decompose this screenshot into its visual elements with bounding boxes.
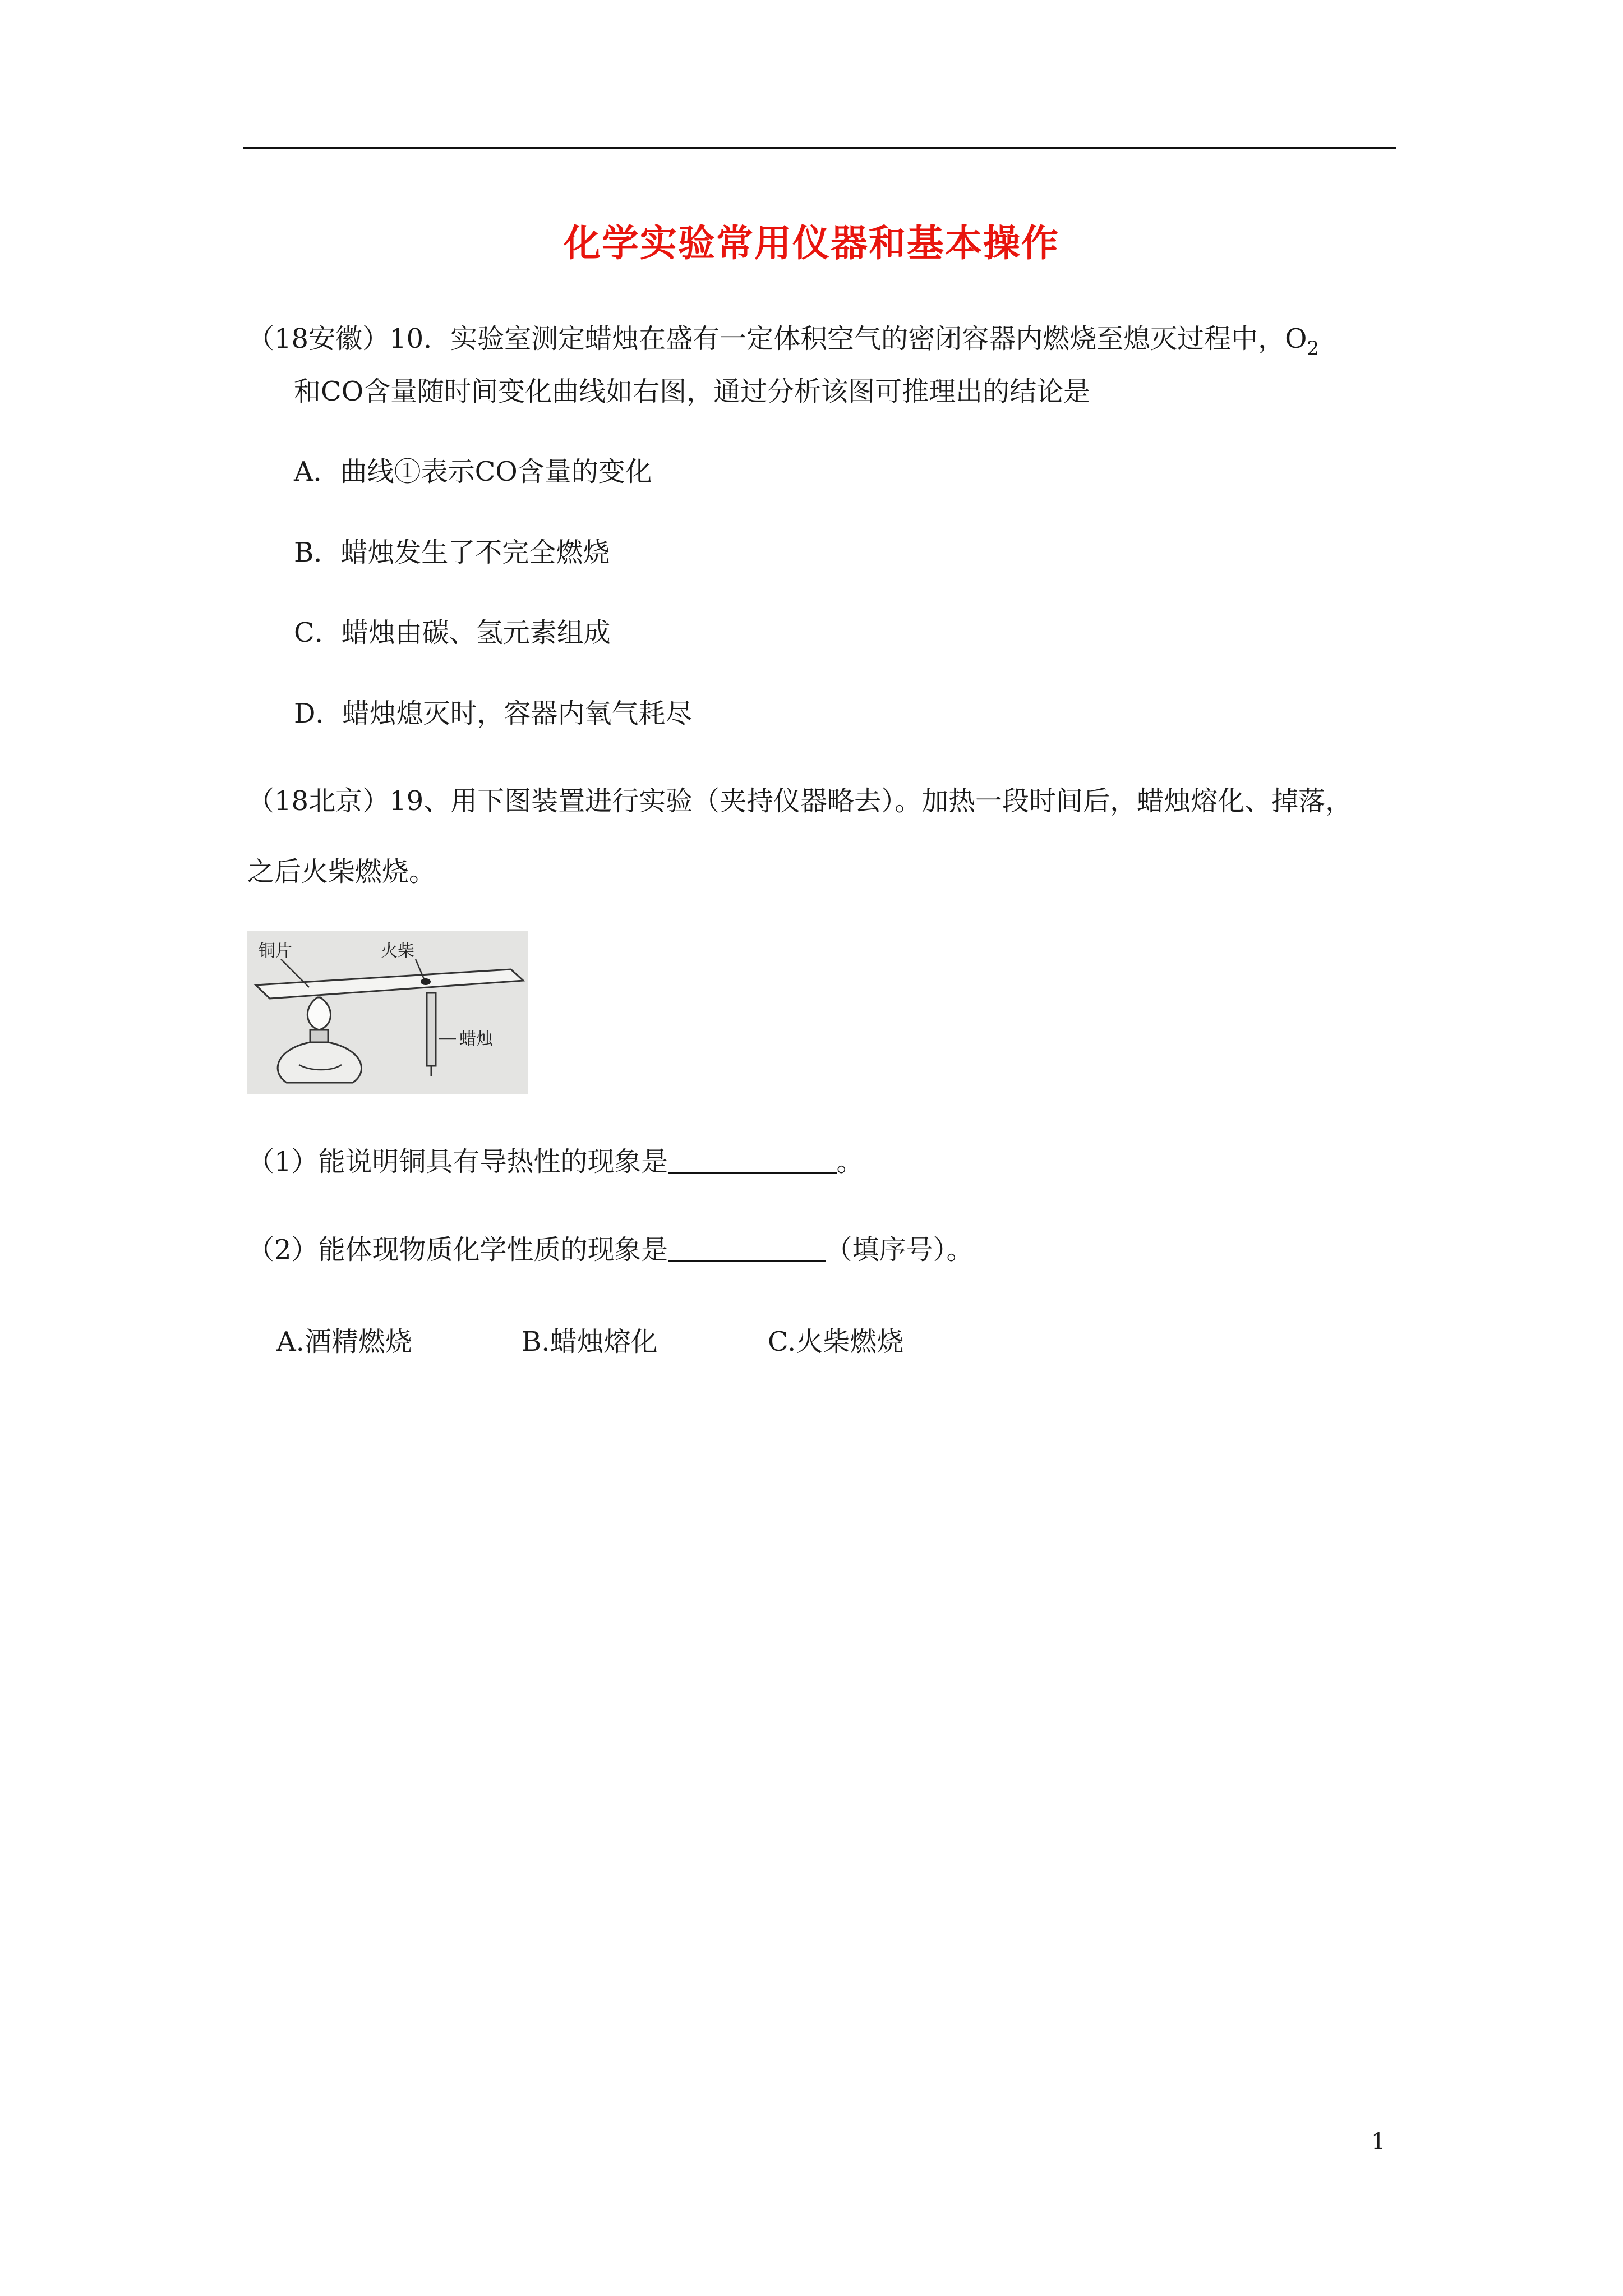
o2-subscript: 2 bbox=[1307, 337, 1320, 360]
lamp-neck bbox=[310, 1030, 328, 1042]
match-label: 火柴 bbox=[381, 941, 414, 961]
alcohol-lamp-body bbox=[278, 1042, 361, 1083]
header-rule bbox=[243, 147, 1396, 149]
answer-blank-1[interactable] bbox=[668, 1145, 837, 1174]
choice-b: B.蜡烛熔化 bbox=[522, 1326, 658, 1358]
question-1-option-b: B．蜡烛发生了不完全燃烧 bbox=[294, 537, 610, 568]
question-2-sub-2-text: （2）能体现物质化学性质的现象是 bbox=[247, 1234, 668, 1266]
candle bbox=[427, 993, 436, 1066]
question-2-sub-1-text: （1）能说明铜具有导热性的现象是 bbox=[247, 1146, 668, 1177]
answer-blank-2[interactable] bbox=[668, 1233, 826, 1262]
question-2-sub-1 bbox=[247, 1145, 864, 1179]
choice-c: C.火柴燃烧 bbox=[768, 1326, 904, 1358]
question-1-stem-line-1 bbox=[247, 322, 1319, 365]
question-2-sub-2-end: （填序号）。 bbox=[825, 1234, 974, 1266]
page-title: 化学实验常用仪器和基本操作 bbox=[564, 222, 1059, 265]
question-2-stem-line-2: 之后火柴燃烧。 bbox=[247, 856, 436, 887]
question-1-stem-text: （18安徽）10．实验室测定蜡烛在盛有一定体积空气的密闭容器内燃烧至熄灭过程中，O bbox=[247, 323, 1307, 355]
question-1-option-d: D．蜡烛熄灭时，容器内氧气耗尽 bbox=[294, 698, 693, 729]
question-1-option-c: C．蜡烛由碳、氢元素组成 bbox=[294, 617, 611, 648]
question-2-sub-2 bbox=[247, 1233, 974, 1267]
candle-label: 蜡烛 bbox=[459, 1029, 493, 1049]
question-1-option-a: A．曲线①表示CO含量的变化 bbox=[294, 456, 652, 487]
alcohol-flame bbox=[307, 997, 330, 1030]
question-2-stem-line-1: （18北京）19、用下图装置进行实验（夹持仪器略去）。加热一段时间后，蜡烛熔化、掉落， bbox=[247, 785, 1353, 817]
page-number: 1 bbox=[1371, 2129, 1386, 2155]
question-2-sub-1-end: 。 bbox=[836, 1146, 864, 1177]
apparatus-figure bbox=[247, 931, 528, 1094]
copper-label: 铜片 bbox=[259, 941, 292, 961]
match-head bbox=[421, 978, 431, 985]
question-1-stem-line-2: 和CO含量随时间变化曲线如右图，通过分析该图可推理出的结论是 bbox=[294, 376, 1091, 407]
apparatus-drawing bbox=[247, 931, 528, 1094]
choice-a: A.酒精燃烧 bbox=[276, 1326, 412, 1358]
